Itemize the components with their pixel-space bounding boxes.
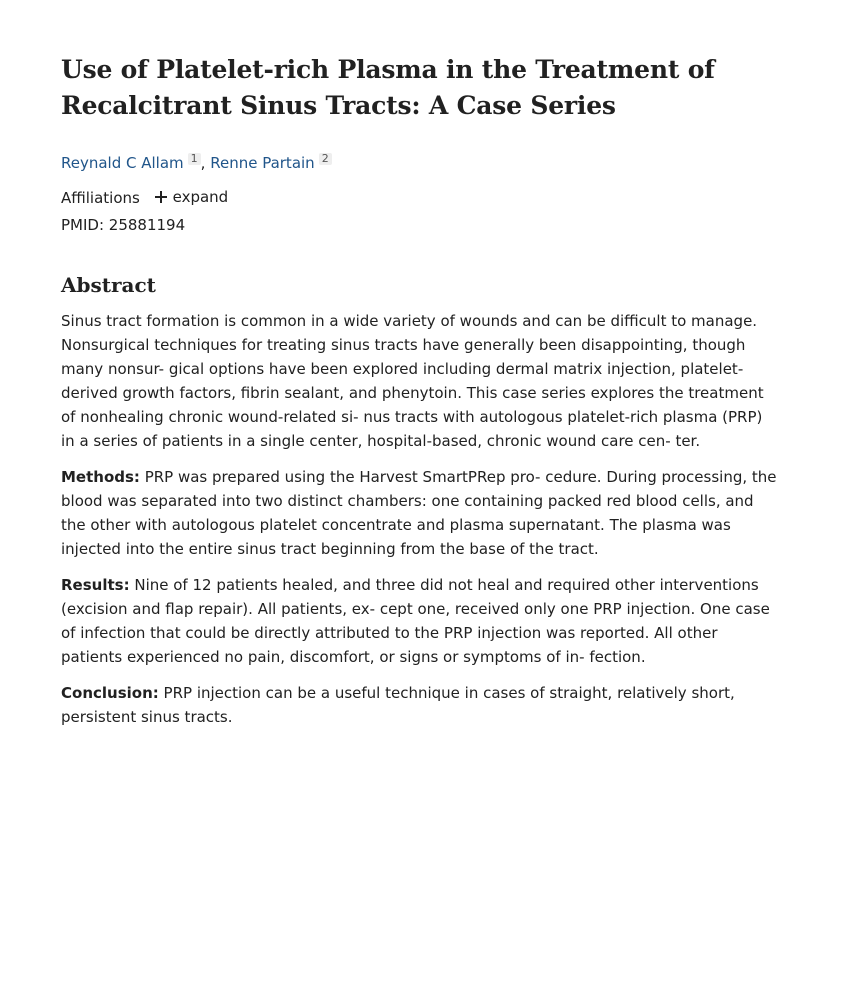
methods-label: Methods: bbox=[61, 468, 140, 486]
plus-icon bbox=[155, 191, 167, 203]
title-line-1: Use of Platelet-rich Plasma in the Treatment of bbox=[61, 55, 715, 84]
affiliation-marker[interactable]: 1 bbox=[188, 153, 201, 165]
results-label: Results: bbox=[61, 576, 130, 594]
expand-label: expand bbox=[172, 188, 229, 206]
author-separator: , bbox=[200, 154, 206, 172]
title-line-2: Recalcitrant Sinus Tracts: A Case Series bbox=[61, 91, 616, 120]
conclusion-label: Conclusion: bbox=[61, 684, 159, 702]
author-link-partain[interactable]: Renne Partain bbox=[210, 154, 315, 172]
article-title bbox=[61, 52, 781, 124]
author-link-allam[interactable]: Reynald C Allam bbox=[61, 154, 184, 172]
affiliation-marker[interactable]: 2 bbox=[319, 153, 332, 165]
abstract-heading: Abstract bbox=[61, 273, 156, 297]
conclusion-text: PRP injection can be a useful technique in cases of straight, relatively short, persistent sinus tracts. bbox=[61, 684, 735, 726]
affiliations-row bbox=[61, 187, 781, 208]
author-list bbox=[61, 153, 781, 173]
abstract-results bbox=[61, 573, 777, 669]
expand-affiliations-button[interactable] bbox=[155, 187, 229, 207]
affiliations-label: Affiliations bbox=[61, 189, 140, 207]
abstract-conclusion bbox=[61, 681, 777, 729]
methods-text: PRP was prepared using the Harvest SmartPRep pro- cedure. During processing, the blood was separated into two distinct chambers: one containing packed red blood cells, and the other with autologous platelet concentrate and plasma supernatant. The plasma was injected into the entire sinus tract beginning from the base of the tract. bbox=[61, 468, 777, 558]
abstract-methods bbox=[61, 465, 777, 561]
results-text: Nine of 12 patients healed, and three did not heal and required other interventions (excision and flap repair). All patients, ex- cept one, received only one PRP injection. One case of infection that could be directly attributed to the PRP injection was reported. All other patients experienced no pain, discomfort, or signs or symptoms of in- fection. bbox=[61, 576, 770, 666]
abstract-intro: Sinus tract formation is common in a wide variety of wounds and can be difficult to manage. Nonsurgical techniques for treating sinus tracts have generally been disappointing, though many nonsur- gical options have been explored including dermal matrix injection, platelet-derived growth factors, fibrin sealant, and phenytoin. This case series explores the treatment of nonhealing chronic wound-related si- nus tracts with autologous platelet-rich plasma (PRP) in a series of patients in a single center, hospital-based, chronic wound care cen- ter. bbox=[61, 312, 764, 450]
pmid: PMID: 25881194 bbox=[61, 216, 186, 234]
